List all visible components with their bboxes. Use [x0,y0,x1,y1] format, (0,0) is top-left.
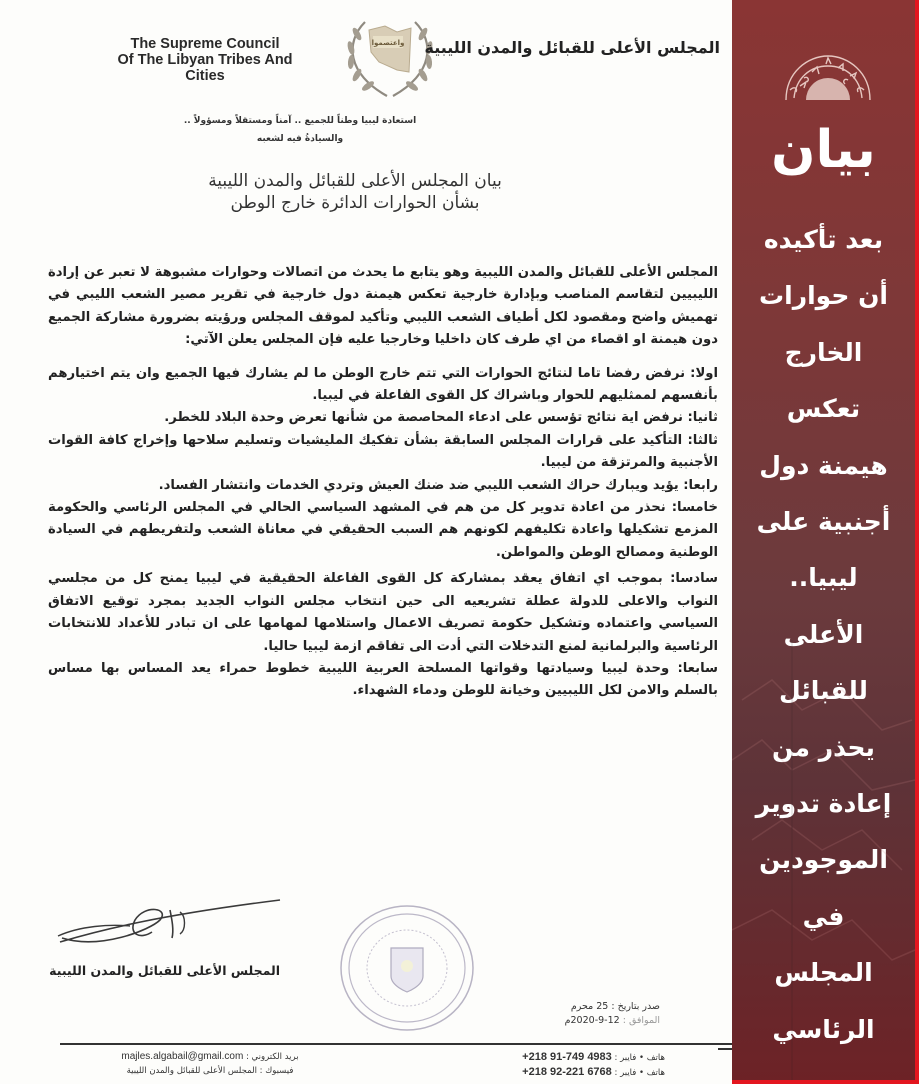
panel-accent-edge [915,0,919,1084]
footer-contact-phone [460,1050,665,1080]
footer-phone-row-2 [460,1065,665,1080]
panel-line: المجلس [774,958,873,988]
panel-headline-statement: بيان [771,120,876,180]
panel-line: الخارج [784,337,863,367]
date-gregorian: 12-9-2020م [564,1015,620,1026]
svg-text:واعتصموا: واعتصموا [371,39,405,47]
date-gregorian-label: الموافق : [622,1015,660,1026]
statement-point-1: اولا: نرفض رفضا تاما لنتائج الحوارات التي تتم خارج الوطن ما لم يشارك فيها الجميع وان يتم اختيارهم بأنفسهم لممثليهم للحوار وباشراك كل القوى الفاعلة في ليبيا. [48,365,718,404]
council-name-english-line1: The Supreme Council [130,36,280,52]
statement-point-6: سادسا: بموجب اي اتفاق يعقد بمشاركة كل القوى الفاعلة الحقيقية في ليبيا يمنح كل من مجلسي النواب والاعلى للدولة عطلة تشريعيه الى حين انتخاب مجلس النواب الجديد بمجرد توقيع الاتفاق السياسي واعتماده وتشكيل حكومة تصريف الاعمال واستلامها لمهامها على ان تبادر للأعداد للانتخابات الرئاسية والبرلمانية لمنع التدخلات التي أدت الى تفاقم ازمة ليبيا حاليا. [48,571,718,654]
email-link[interactable]: majles.algabail@gmail.com [121,1051,244,1062]
phone-number-2: +218 92-221 6768 [522,1066,612,1078]
footer-contact-online [85,1050,335,1078]
tagline-line1: استعادة ليبيا وطناً للجميع .. آمناً ومستقلاً ومسؤولاً .. [183,116,417,126]
date-hijri: صدر بتاريخ : 25 محرم [570,1001,660,1012]
panel-line: الموجودين [759,845,888,875]
council-tagline [150,112,450,148]
footer-facebook-row [85,1064,335,1078]
calligraphy-sun-emblem-icon [778,50,878,102]
panel-line: أن حوارات [759,281,888,311]
map-contour-decoration [732,640,915,1080]
laurel-wreath-icon [335,12,445,104]
facebook-page: المجلس الأعلى للقبائل والمدن الليبية [126,1066,257,1076]
official-seal-stamp [335,900,480,1035]
statement-point-7: سابعا: وحدة ليبيا وسيادتها وقواتها المسلحة العربية الليبية خطوط حمراء يعد المساس بها مساس بالسلم والامن لكل الليبيين وخيانة للوطن ودماء الشهداء. [48,660,718,699]
council-name-arabic: المجلس الأعلى للقبائل والمدن الليبية [424,38,720,57]
phone-label-2: هاتف • فايبر : [614,1068,665,1078]
statement-point-2: ثانيا: نرفض اية نتائج تؤسس على ادعاء المحاصصة من شأنها تعرض وحدة البلاد للخطر. [164,410,718,426]
panel-line: للقبائل [779,676,868,706]
signatory-name: المجلس الأعلى للقبائل والمدن الليبية [49,963,280,978]
handwritten-signature [40,890,300,960]
panel-line: أجنبية على [756,507,891,537]
council-name-english-line2: Of The Libyan Tribes And Cities [117,52,293,84]
panel-line: تعكس [786,394,861,424]
facebook-label: فيسبوك : [259,1066,294,1076]
tagline-line2: والسيادةُ فيه لشعبه [256,134,344,144]
issue-date [460,1000,660,1028]
headline-side-panel [732,0,919,1084]
panel-line: ليبيا.. [789,563,858,593]
footer-divider [60,1043,732,1045]
edge-mark [718,1048,732,1050]
phone-number-1: +218 91-749 4983 [522,1051,612,1063]
panel-line: بعد تأكيده [763,225,884,254]
panel-accent-bottom [732,1080,919,1084]
panel-line: في [802,901,845,931]
statement-title [170,170,540,214]
footer-email-row [85,1050,335,1064]
phone-label-1: هاتف • فايبر : [614,1053,665,1063]
statement-title-line2: بشأن الحوارات الدائرة خارج الوطن [230,193,480,213]
statement-title-line1: بيان المجلس الأعلى للقبائل والمدن الليبية [208,171,502,191]
council-emblem-logo [335,12,445,104]
council-name-english [100,36,310,84]
panel-line: هيمنة دول [759,450,888,480]
statement-point-3: ثالثا: التأكيد على قرارات المجلس السابقة بشأن تفكيك المليشيات وتسليم سلاحها وإخراج كافة القوات الأجنبية والمرتزقة من ليبيا. [48,432,718,471]
panel-line: الرئاسي [772,1014,875,1044]
date-gregorian-row [460,1014,660,1028]
footer-phone-row-1 [460,1050,665,1065]
statement-body [48,262,718,703]
panel-line: الأعلى [783,619,864,649]
statement-point-5: خامسا: نحذر من اعادة تدوير كل من هم في المشهد السياسي الحالي في المجلس الرئاسي والحكومة المزمع تشكيلها واعادة تكليفهم لكونهم هم السبب الحقيقي في معاناة الشعب ولتفريطهم في السيادة الوطنية ومصالح الوطن والمواطن. [48,500,718,560]
statement-point-4: رابعا: يؤيد ويبارك حراك الشعب الليبي ضد ضنك العيش وتردي الخدمات وانتشار الفساد. [158,477,718,493]
statement-intro: المجلس الأعلى للقبائل والمدن الليبية وهو يتابع ما يحدث من اتصالات وحوارات مشبوهة لا تعبر عن إرادة الليبيين لتقاسم المناصب وبإدارة خارجية تعكس هيمنة دول خارجية في تقرير مصير الشعب الليبي في تهميش واضح ومقصود لكل أطياف الشعب الليبي وتأكيد لموقف المجلس ورؤيته بضرورة مشاركة الجميع دون هيمنة او اقصاء من اي طرف كان داخليا وخارجيا عليه فإن المجلس يعلن الآتي: [48,265,718,348]
email-label: بريد الكتروني : [245,1052,299,1062]
panel-line: إعادة تدوير [755,789,892,819]
panel-line: يحذر من [772,732,875,762]
